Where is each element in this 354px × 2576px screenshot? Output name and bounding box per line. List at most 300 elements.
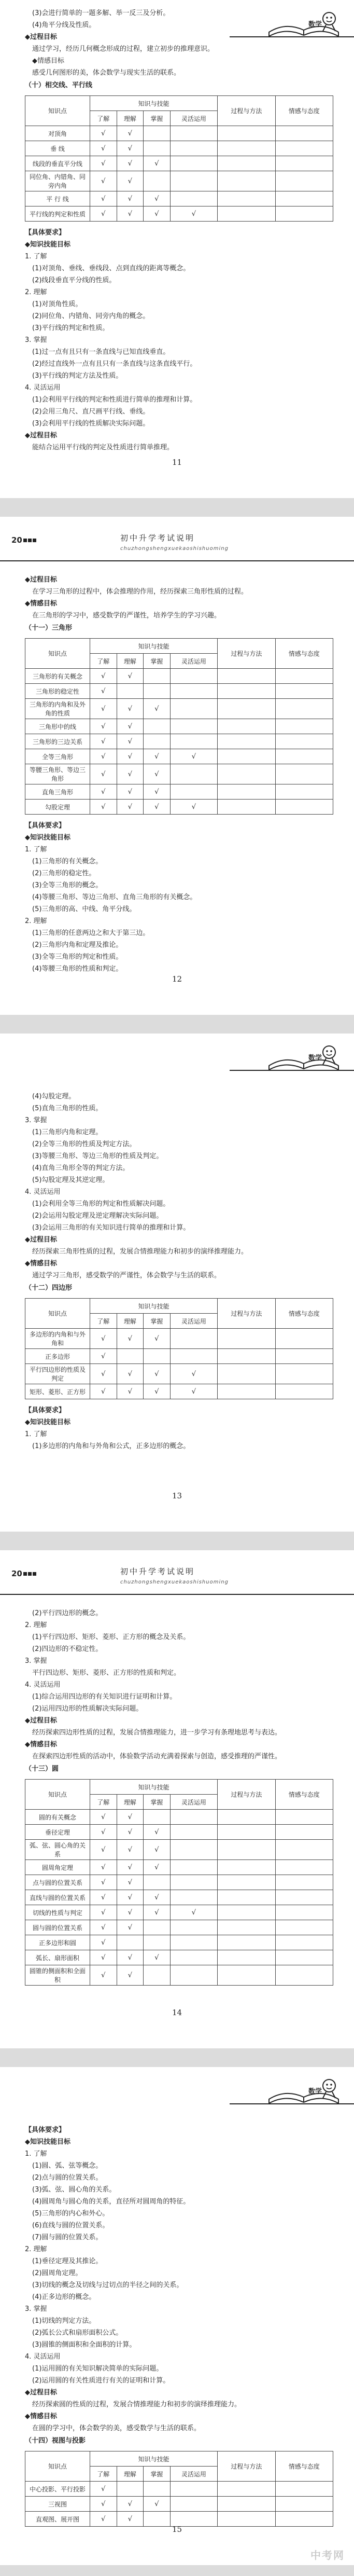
text-line: (2)运用四边形的性质解决实际问题。 — [32, 1705, 143, 1713]
page-body — [25, 1091, 333, 1452]
book-mascot — [265, 2074, 343, 2111]
table-cell-name: 弧长、扇形面积 — [25, 1950, 90, 1965]
table-header-cell: 知识点 — [25, 639, 90, 669]
checkmark-cell: √ — [144, 1860, 171, 1875]
checkmark-cell: √ — [170, 749, 217, 764]
checkmark-cell: √ — [90, 1825, 117, 1840]
checkmark-cell: √ — [90, 156, 117, 171]
text-line: 1. 了解 — [25, 1430, 47, 1438]
empty-cell — [275, 1364, 333, 1384]
table-header-row — [25, 1780, 333, 1795]
text-line: 通过学习，经历几何概念形成的过程，建立初步的推理意识。 — [32, 45, 215, 53]
checkmark-cell: √ — [90, 2512, 117, 2527]
table-cell-name: 切线的性质与判定 — [25, 1905, 90, 1920]
text-line: 在学习三角形的过程中，体会推理的作用，经历探索三角形性质的过程。 — [32, 588, 248, 596]
text-line: ◆情感目标 — [25, 2413, 57, 2420]
checkmark-cell: √ — [90, 800, 117, 815]
empty-cell — [275, 734, 333, 749]
checkmark-cell: √ — [90, 1810, 117, 1825]
table-cell-name: 直线与圆的位置关系 — [25, 1890, 90, 1905]
text-line: (2)同位角、内错角、同旁内角的概念。 — [32, 312, 150, 320]
checkmark-cell: √ — [117, 784, 144, 800]
table-header-row — [25, 639, 333, 654]
checkmark-cell: √ — [117, 1875, 144, 1890]
table-row — [25, 1935, 333, 1950]
table-cell-name: 圆的有关概念 — [25, 1810, 90, 1825]
text-line: (2)圆周角定理。 — [32, 2269, 82, 2277]
text-line: 2. 理解 — [25, 1621, 47, 1629]
text-line: 3. 掌握 — [25, 2305, 47, 2313]
text-line: ◆过程目标 — [25, 33, 57, 41]
table-row — [25, 1920, 333, 1935]
text-line: (2)会运用勾股定理及逆定理解决实际问题。 — [32, 1212, 163, 1220]
empty-cell — [218, 719, 275, 734]
checkmark-cell: √ — [144, 2497, 171, 2512]
checkmark-cell: √ — [90, 784, 117, 800]
text-line: ◆过程目标 — [25, 2389, 57, 2396]
text-line: 平行四边形、矩形、菱形、正方形的性质和判定。 — [32, 1669, 181, 1677]
text-line: 2. 理解 — [25, 288, 47, 296]
table-title: （十）相交线、平行线 — [25, 81, 93, 89]
text-line: ◆过程目标 — [25, 1236, 57, 1244]
empty-cell — [275, 1349, 333, 1364]
table-header-cell: 情感与态度 — [275, 96, 333, 126]
empty-cell — [275, 749, 333, 764]
table-cell-name: 三角形的稳定性 — [25, 684, 90, 699]
checkmark-cell: √ — [117, 1950, 144, 1965]
text-line: 通过学习三角形，感受数学的严谨性，体会数学与生活的联系。 — [32, 1272, 221, 1279]
checkmark-cell: √ — [117, 1384, 144, 1399]
text-line: (1)对顶角、垂线、垂线段、点到直线的距离等概念。 — [32, 265, 190, 272]
empty-cell — [218, 669, 275, 684]
knowledge-table — [25, 95, 333, 222]
text-line: (2)全等三角形的性质及判定方法。 — [32, 1140, 136, 1148]
table-row — [25, 1905, 333, 1920]
text-line: 3. 掌握 — [25, 1657, 47, 1665]
text-line: (2)经过直线外一点有且只有一条直线与这条直线平行。 — [32, 360, 197, 368]
table-cell-name: 平 行 线 — [25, 191, 90, 206]
empty-cell — [218, 126, 275, 141]
empty-cell — [218, 206, 275, 222]
header-code-text: 20 — [11, 535, 22, 545]
empty-cell — [170, 1920, 217, 1935]
empty-cell — [170, 1349, 217, 1364]
empty-cell — [144, 669, 171, 684]
table-title: （十四）视图与投影 — [25, 2437, 86, 2445]
empty-cell — [275, 191, 333, 206]
text-line: ◆过程目标 — [25, 1717, 57, 1725]
empty-cell — [218, 1349, 275, 1364]
text-line: (3)会进行简单的一题多解、举一反三及分析。 — [32, 9, 170, 17]
text-line: (3)等腰三角形、等边三角形的性质及判定。 — [32, 1152, 163, 1160]
checkmark-cell: √ — [117, 699, 144, 719]
empty-cell — [144, 734, 171, 749]
checkmark-cell: √ — [144, 1905, 171, 1920]
checkmark-cell: √ — [90, 1329, 117, 1349]
table-title: （十一）三角形 — [25, 624, 73, 632]
empty-cell — [275, 719, 333, 734]
checkmark-cell: √ — [170, 1905, 217, 1920]
table-header-cell: 知识点 — [25, 2451, 90, 2482]
checkmark-cell: √ — [90, 206, 117, 222]
table-cell-name: 勾股定理 — [25, 800, 90, 815]
table-header-cell: 了解 — [90, 111, 117, 126]
checkmark-cell: √ — [144, 191, 171, 206]
table-header-cell: 了解 — [90, 1314, 117, 1329]
table-cell-name: 线段的垂直平分线 — [25, 156, 90, 171]
text-line: ◆情感目标 — [25, 600, 57, 608]
text-line: (7)圆与圆的位置关系。 — [32, 2234, 103, 2241]
table-title: （十二）四边形 — [25, 1284, 73, 1292]
empty-cell — [144, 2482, 171, 2497]
text-line: (2)平行四边形的概念。 — [32, 1609, 103, 1617]
table-header-cell: 过程与方法 — [218, 2451, 275, 2482]
text-line: (1)平行四边形、矩形、菱形、正方形的概念及关系。 — [32, 1633, 190, 1641]
text-line: 【具体要求】 — [25, 229, 66, 237]
header-page-code — [11, 1569, 36, 1578]
empty-cell — [275, 699, 333, 719]
text-line: (1)三角形的任意两边之和大于第三边。 — [32, 929, 150, 937]
text-line: (2)三角形内角和定理及推论。 — [32, 941, 123, 949]
empty-cell — [170, 1890, 217, 1905]
table-header-cell: 掌握 — [144, 654, 171, 669]
text-line: 1. 了解 — [25, 253, 47, 260]
checkmark-cell: √ — [90, 1920, 117, 1935]
empty-cell — [218, 1875, 275, 1890]
empty-cell — [170, 1810, 217, 1825]
empty-cell — [218, 1860, 275, 1875]
page — [0, 0, 354, 498]
text-line: ◆情感目标 — [25, 1741, 57, 1748]
empty-cell — [170, 1860, 217, 1875]
checkmark-cell: √ — [117, 764, 144, 784]
empty-cell — [275, 1920, 333, 1935]
table-row — [25, 2482, 333, 2497]
checkmark-cell: √ — [90, 2482, 117, 2497]
text-line: 4. 灵活运用 — [25, 1188, 61, 1196]
table-header-cell: 知识点 — [25, 1299, 90, 1329]
text-line: (4)圆周角与圆心角的关系，直径所对圆周角的特征。 — [32, 2198, 190, 2206]
table-header-cell: 理解 — [117, 1795, 144, 1810]
text-line: (2)弧长公式和扇形面积公式。 — [32, 2329, 123, 2337]
empty-cell — [144, 1875, 171, 1890]
empty-cell — [275, 669, 333, 684]
empty-cell — [218, 734, 275, 749]
checkmark-cell: √ — [144, 1364, 171, 1384]
knowledge-table — [25, 638, 333, 815]
text-line: (3)圆锥的侧面积和全面积的计算。 — [32, 2341, 136, 2349]
empty-cell — [170, 1935, 217, 1950]
text-line: (3)切线的概念及切线与过切点的半径之间的关系。 — [32, 2281, 183, 2289]
empty-cell — [275, 171, 333, 191]
empty-cell — [275, 126, 333, 141]
text-line: ◆过程目标 — [25, 432, 57, 439]
table-row — [25, 1875, 333, 1890]
table-header-cell: 灵活运用 — [170, 111, 217, 126]
page-body — [25, 574, 333, 975]
page-header — [0, 1562, 354, 1595]
table-cell-name: 三角形的内角和及外角的性质 — [25, 699, 90, 719]
table-cell-name: 直观图、展开图 — [25, 2512, 90, 2527]
checkmark-cell: √ — [90, 699, 117, 719]
empty-cell — [275, 800, 333, 815]
checkmark-cell: √ — [170, 800, 217, 815]
empty-cell — [218, 784, 275, 800]
knowledge-table — [25, 1298, 333, 1399]
empty-cell — [275, 1890, 333, 1905]
page — [0, 1034, 354, 1532]
table-cell-name: 对顶角 — [25, 126, 90, 141]
checkmark-cell: √ — [90, 1364, 117, 1384]
table-row — [25, 2497, 333, 2512]
table-header-cell: 知识与技能 — [90, 639, 218, 654]
table-header-cell: 掌握 — [144, 1795, 171, 1810]
running-pinyin: chuzhongshengxuekaoshishuoming — [120, 546, 229, 552]
empty-cell — [218, 1920, 275, 1935]
checkmark-cell: √ — [90, 1860, 117, 1875]
checkmark-cell: √ — [117, 1840, 144, 1860]
empty-cell — [275, 684, 333, 699]
checkmark-cell: √ — [117, 1890, 144, 1905]
empty-cell — [218, 684, 275, 699]
text-line: (1)圆、弧、弦等概念。 — [32, 2162, 103, 2170]
empty-cell — [218, 1935, 275, 1950]
table-header-cell: 知识点 — [25, 1780, 90, 1810]
empty-cell — [117, 684, 144, 699]
square-icon — [28, 1572, 32, 1576]
empty-cell — [144, 1935, 171, 1950]
text-line: (2)三角形的稳定性。 — [32, 870, 96, 877]
table-cell-name: 三角形的三边关系 — [25, 734, 90, 749]
header-page-code — [11, 535, 36, 545]
text-line: (1)对顶角性质。 — [32, 300, 82, 308]
text-line: (1)会利用平行线的判定和性质进行简单的推理和计算。 — [32, 396, 197, 404]
checkmark-cell: √ — [144, 749, 171, 764]
text-line: (1)综合运用四边形的有关知识进行证明和计算。 — [32, 1693, 177, 1701]
square-icon — [23, 539, 27, 542]
text-line: (4)角平分线及性质。 — [32, 21, 96, 29]
text-line: ◆知识技能目标 — [25, 241, 70, 249]
subject-label: 数学 — [308, 1054, 322, 1062]
empty-cell — [117, 1349, 144, 1364]
checkmark-cell: √ — [144, 1840, 171, 1860]
checkmark-cell: √ — [117, 749, 144, 764]
text-line: (2)点与圆的位置关系。 — [32, 2174, 103, 2182]
empty-cell — [218, 1329, 275, 1349]
empty-cell — [218, 1364, 275, 1384]
text-line: 经历探索三角形性质的过程，发展合情推理能力和初步的演绎推理能力。 — [32, 1248, 248, 1256]
page-body — [25, 1607, 333, 1991]
table-cell-name: 平行线的判定和性质 — [25, 206, 90, 222]
checkmark-cell: √ — [90, 749, 117, 764]
empty-cell — [170, 2482, 217, 2497]
table-row — [25, 1384, 333, 1399]
checkmark-cell: √ — [117, 1364, 144, 1384]
table-row — [25, 1840, 333, 1860]
table-header-cell: 灵活运用 — [170, 1795, 217, 1810]
empty-cell — [170, 699, 217, 719]
book-mascot-icon — [265, 1041, 343, 1077]
checkmark-cell: √ — [90, 171, 117, 191]
text-line: (1)切线的判定方法。 — [32, 2317, 96, 2325]
table-row — [25, 1860, 333, 1875]
table-cell-name: 平行四边形的性质及判定 — [25, 1364, 90, 1384]
table-header-cell: 过程与方法 — [218, 96, 275, 126]
checkmark-cell: √ — [90, 1965, 117, 1986]
text-line: 在圆的学习中，体会数学的美，感受数学与生活的联系。 — [32, 2425, 201, 2432]
checkmark-cell: √ — [144, 764, 171, 784]
text-line: (5)勾股定理及其逆定理。 — [32, 1176, 109, 1184]
checkmark-cell: √ — [117, 734, 144, 749]
table-header-cell: 了解 — [90, 1795, 117, 1810]
running-title: 初中升学考试说明 — [120, 1567, 195, 1576]
table-header-cell: 知识与技能 — [90, 96, 218, 111]
empty-cell — [218, 1890, 275, 1905]
empty-cell — [170, 734, 217, 749]
empty-cell — [170, 171, 217, 191]
page-number: 14 — [172, 2008, 182, 2017]
text-line: (3)会运用三角形的有关知识进行简单的推理和计算。 — [32, 1224, 190, 1232]
table-cell-name: 多边形的内角和与外角和 — [25, 1329, 90, 1349]
checkmark-cell: √ — [90, 126, 117, 141]
text-line: (2)四边形的不稳定性。 — [32, 1645, 103, 1653]
table-cell-name: 正多边形 — [25, 1349, 90, 1364]
text-line: ◆情感目标 — [32, 57, 64, 65]
table-header-cell: 情感与态度 — [275, 1299, 333, 1329]
text-line: (5)三角形的高、中线、角平分线。 — [32, 905, 136, 913]
table-row — [25, 156, 333, 171]
empty-cell — [144, 141, 171, 156]
empty-cell — [144, 1965, 171, 1986]
table-cell-name: 圆周角定理 — [25, 1860, 90, 1875]
empty-cell — [144, 719, 171, 734]
table-cell-name: 中心投影、平行投影 — [25, 2482, 90, 2497]
table-row — [25, 1349, 333, 1364]
table-header-cell: 掌握 — [144, 1314, 171, 1329]
table-cell-name: 等腰三角形、等边三角形 — [25, 764, 90, 784]
text-line: 【具体要求】 — [25, 2126, 66, 2134]
table-cell-name: 垂 线 — [25, 141, 90, 156]
square-icon — [33, 539, 36, 542]
table-header-cell: 知识与技能 — [90, 1299, 218, 1314]
table-header-row — [25, 2451, 333, 2467]
empty-cell — [218, 699, 275, 719]
table-cell-name: 三角形中的线 — [25, 719, 90, 734]
checkmark-cell: √ — [90, 2497, 117, 2512]
table-header-row — [25, 1299, 333, 1314]
empty-cell — [170, 1965, 217, 1986]
empty-cell — [275, 156, 333, 171]
checkmark-cell: √ — [144, 1890, 171, 1905]
empty-cell — [218, 1384, 275, 1399]
checkmark-cell: √ — [90, 1935, 117, 1950]
text-line: 4. 灵活运用 — [25, 1681, 61, 1689]
table-row — [25, 800, 333, 815]
checkmark-cell: √ — [144, 156, 171, 171]
text-line: ◆知识技能目标 — [25, 834, 70, 842]
table-header-cell: 灵活运用 — [170, 654, 217, 669]
text-line: 能结合运用平行线的判定及性质进行简单推理。 — [32, 444, 174, 451]
text-line: 经历探索四边形性质的过程，发展合情推理能力，进一步学习有条理地思考与表达。 — [32, 1729, 282, 1737]
table-title: （十三）圆 — [25, 1765, 59, 1773]
table-row — [25, 669, 333, 684]
empty-cell — [117, 1935, 144, 1950]
empty-cell — [218, 764, 275, 784]
table-row — [25, 141, 333, 156]
table-header-cell: 知识与技能 — [90, 1780, 218, 1795]
text-line: ◆情感目标 — [25, 1260, 57, 1268]
checkmark-cell: √ — [117, 1965, 144, 1986]
empty-cell — [275, 2497, 333, 2512]
checkmark-cell: √ — [117, 719, 144, 734]
table-row — [25, 1810, 333, 1825]
checkmark-cell: √ — [144, 1950, 171, 1965]
table-header-cell: 情感与态度 — [275, 1780, 333, 1810]
square-icon — [28, 539, 32, 542]
table-row — [25, 749, 333, 764]
checkmark-cell: √ — [90, 719, 117, 734]
table-header-cell: 灵活运用 — [170, 2467, 217, 2482]
text-line: 在三角形的学习中，感受数学的严谨性，培养学生的学习兴趣。 — [32, 612, 221, 619]
table-row — [25, 1890, 333, 1905]
empty-cell — [170, 191, 217, 206]
empty-cell — [170, 141, 217, 156]
table-row — [25, 1825, 333, 1840]
empty-cell — [144, 684, 171, 699]
checkmark-cell: √ — [170, 206, 217, 222]
empty-cell — [218, 2482, 275, 2497]
table-cell-name: 正多边形和圆 — [25, 1935, 90, 1950]
text-line: ◆过程目标 — [25, 576, 57, 584]
text-line: (1)三角形的有关概念。 — [32, 858, 103, 865]
checkmark-cell: √ — [117, 206, 144, 222]
text-line: (3)平行线的判定方法及性质。 — [32, 372, 123, 380]
empty-cell — [218, 1810, 275, 1825]
checkmark-cell: √ — [90, 191, 117, 206]
empty-cell — [170, 1825, 217, 1840]
table-header-cell: 理解 — [117, 2467, 144, 2482]
table-header-cell: 灵活运用 — [170, 1314, 217, 1329]
table-header-cell: 理解 — [117, 654, 144, 669]
checkmark-cell: √ — [90, 1890, 117, 1905]
text-line: 3. 掌握 — [25, 1117, 47, 1124]
checkmark-cell: √ — [117, 191, 144, 206]
empty-cell — [218, 171, 275, 191]
empty-cell — [275, 2482, 333, 2497]
checkmark-cell: √ — [144, 1384, 171, 1399]
checkmark-cell: √ — [90, 1840, 117, 1860]
text-line: (1)多边形的内角和与外角和公式，正多边形的概念。 — [32, 1442, 190, 1450]
table-header-cell: 知识点 — [25, 96, 90, 126]
table-cell-name: 三角形的有关概念 — [25, 669, 90, 684]
checkmark-cell: √ — [90, 1349, 117, 1364]
text-line: (2)会用三角尺、直尺画平行线、垂线。 — [32, 408, 150, 416]
table-cell-name: 三视图 — [25, 2497, 90, 2512]
page-header-decoration — [230, 2067, 354, 2119]
empty-cell — [170, 1950, 217, 1965]
knowledge-table — [25, 1779, 333, 1986]
empty-cell — [170, 126, 217, 141]
table-row — [25, 684, 333, 699]
empty-cell — [144, 126, 171, 141]
text-line: 2. 理解 — [25, 2246, 47, 2253]
table-header-cell: 过程与方法 — [218, 639, 275, 669]
table-row — [25, 171, 333, 191]
subject-label: 数学 — [308, 21, 322, 29]
empty-cell — [144, 171, 171, 191]
empty-cell — [275, 1384, 333, 1399]
table-header-cell: 理解 — [117, 111, 144, 126]
